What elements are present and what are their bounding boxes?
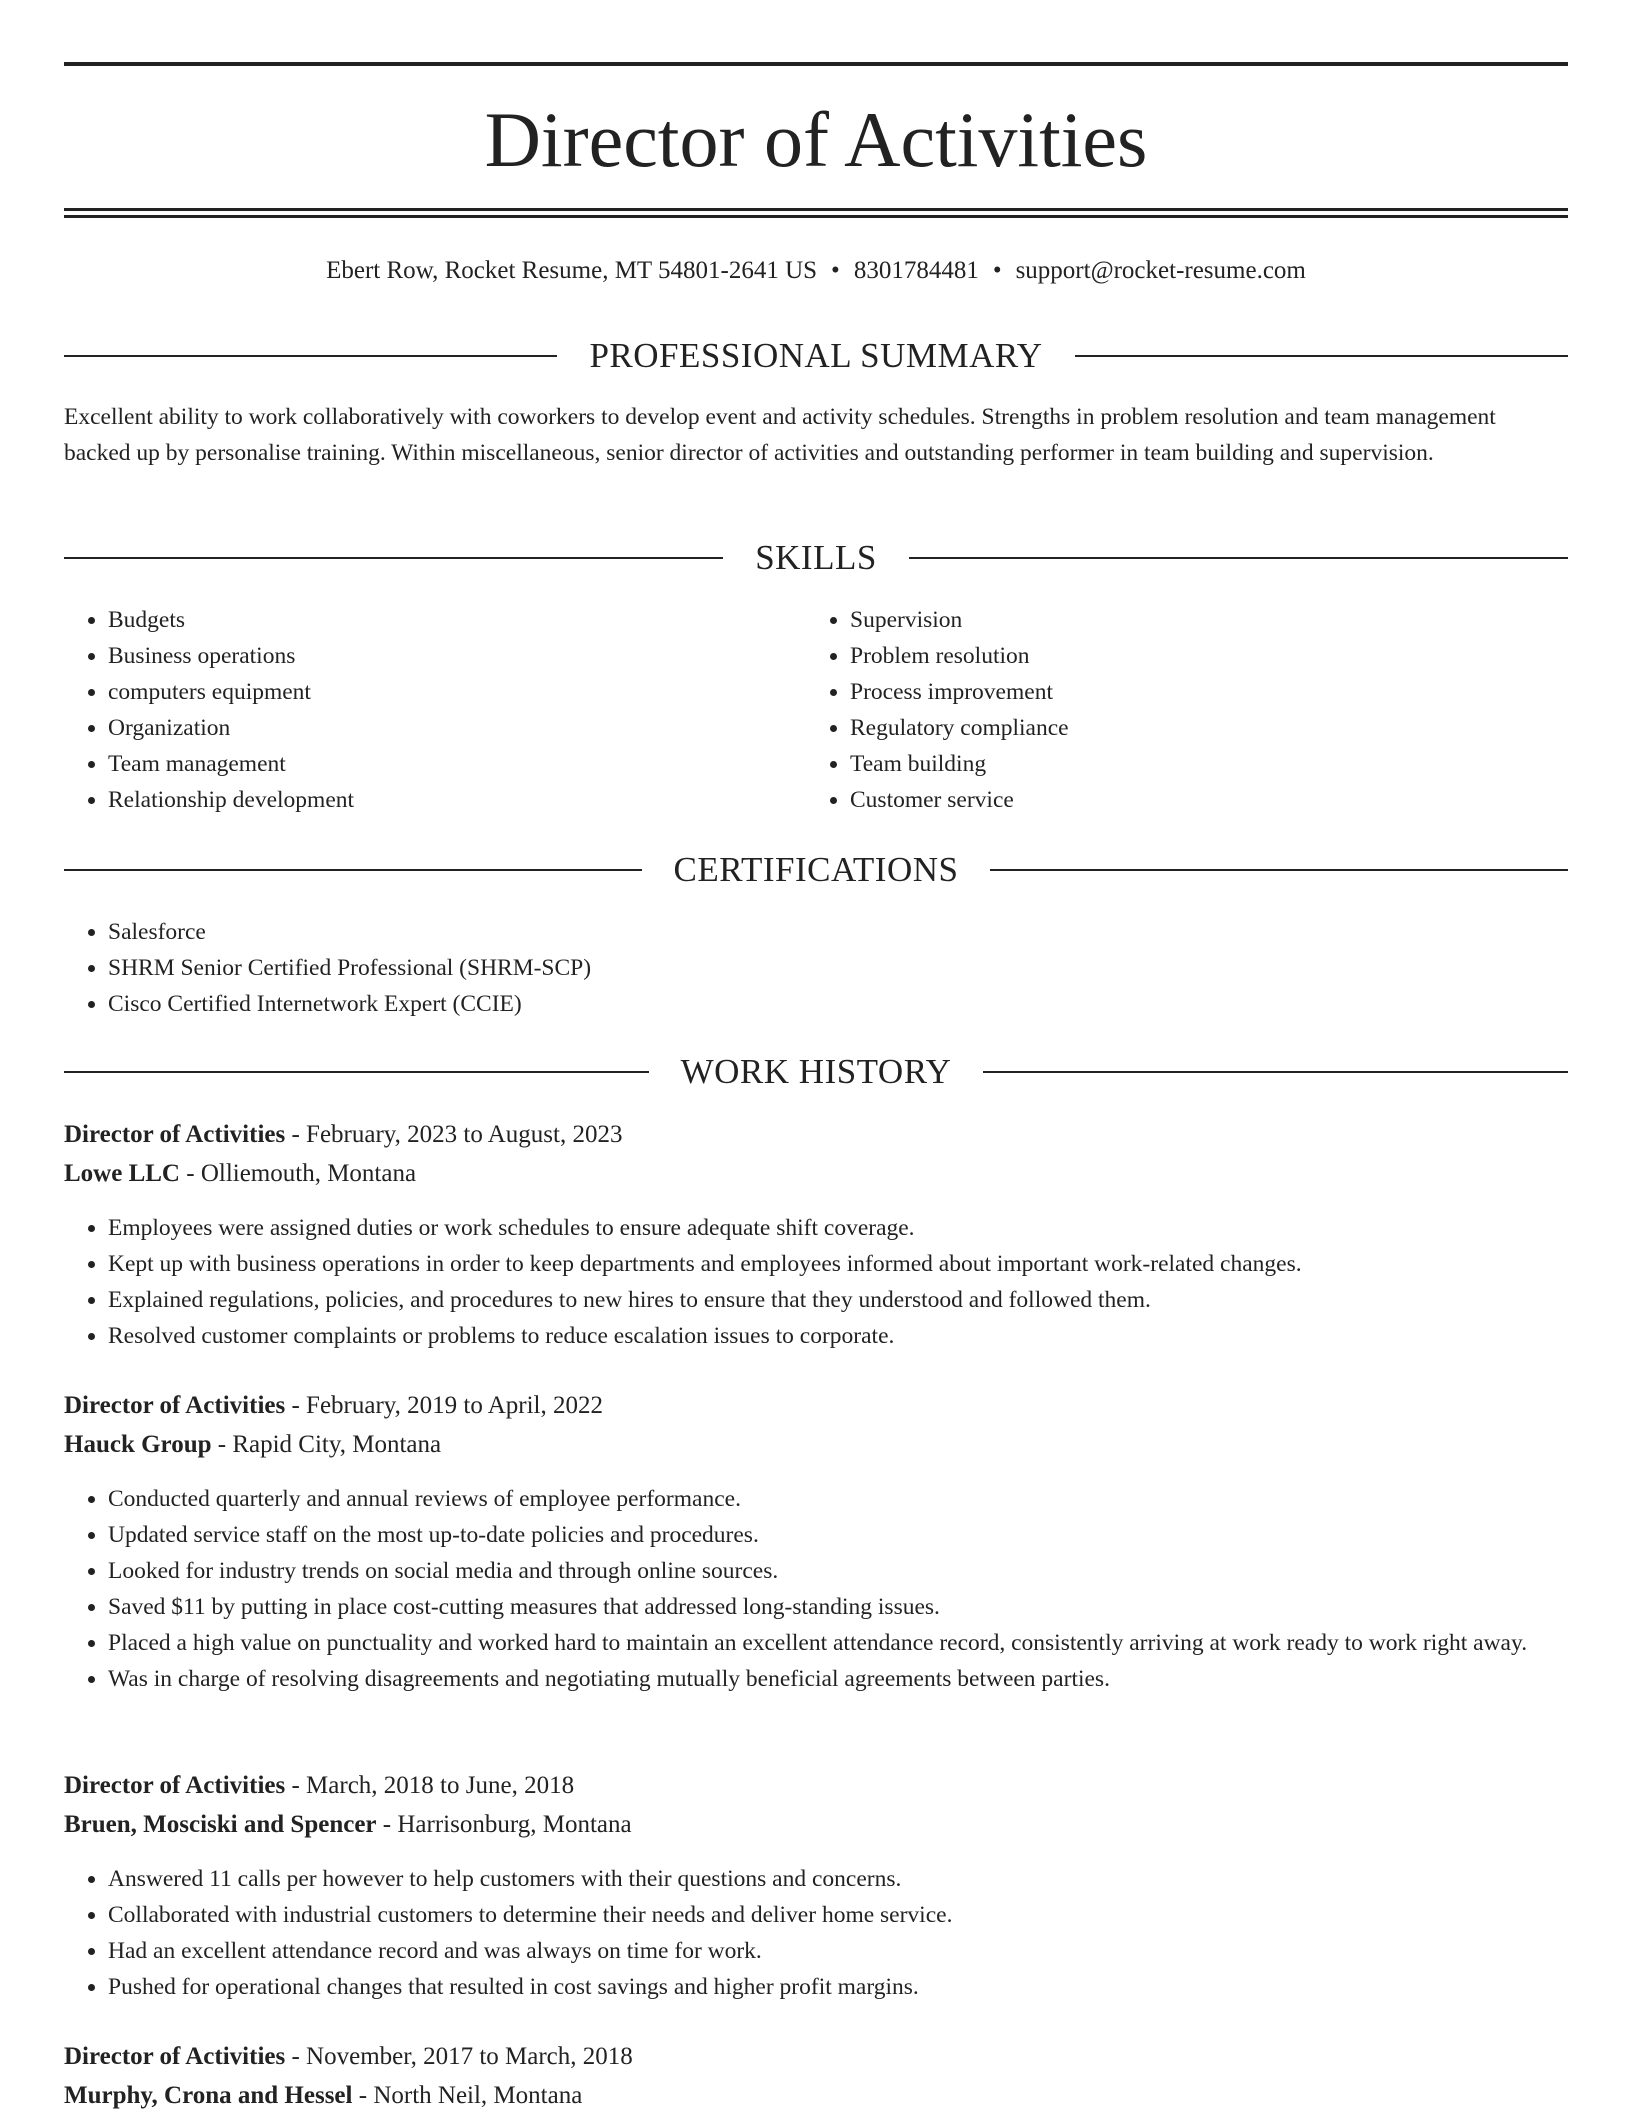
section-rule [983, 1071, 1568, 1073]
job-company-line [64, 2077, 1568, 2115]
job-title: Director of Activities [64, 1392, 286, 1419]
job-bullet: • Was in charge of resolving disagreements and negotiating mutually beneficial agreements between parties. [108, 1661, 1568, 1697]
section-header-skills [64, 536, 1568, 580]
title-rule-lower [64, 215, 1568, 218]
summary-text: Excellent ability to work collaboratively with coworkers to develop event and activity schedules. Strengths in problem resolution and team management backed up by personalise training. Within miscellaneous, senior director of activities and outstanding performer in team building and supervision. [64, 404, 1496, 466]
section-rule [990, 869, 1568, 871]
job-location: North Neil, Montana [373, 2082, 583, 2109]
job-bullet: • Explained regulations, policies, and procedures to new hires to ensure that they understood and followed them. [108, 1282, 1568, 1318]
section-title: PROFESSIONAL SUMMARY [589, 336, 1043, 375]
job-bullet: • Kept up with business operations in order to keep departments and employees informed about important work-related changes. [108, 1246, 1568, 1282]
job-bullet: • Answered 11 calls per however to help customers with their questions and concerns. [108, 1861, 1568, 1897]
certification-item: • Salesforce [108, 914, 1568, 950]
job-bullet: • Had an excellent attendance record and was always on time for work. [108, 1933, 1568, 1969]
job-bullets [64, 1861, 1568, 2005]
dash: - [291, 1772, 300, 1799]
certifications-list [64, 914, 1568, 1022]
job-company: Lowe LLC [64, 1160, 180, 1187]
skill-item: • Problem resolution [850, 638, 1550, 674]
skill-item: • Organization [108, 710, 808, 746]
skills-list-left [64, 602, 808, 818]
job-bullet: • Resolved customer complaints or problems to reduce escalation issues to corporate. [108, 1318, 1568, 1354]
section-header-certifications [64, 848, 1568, 892]
job-company: Hauck Group [64, 1431, 212, 1458]
resume-title: Director of Activities [484, 96, 1148, 183]
job-dates: March, 2018 to June, 2018 [306, 1772, 575, 1799]
section-rule [909, 557, 1568, 559]
section-rule [64, 355, 557, 357]
dash: - [291, 1121, 300, 1148]
job-dates: February, 2023 to August, 2023 [306, 1121, 623, 1148]
dash: - [186, 1160, 195, 1187]
certification-item: • SHRM Senior Certified Professional (SHRM-SCP) [108, 950, 1568, 986]
job-bullet: • Collaborated with industrial customers to determine their needs and deliver home service. [108, 1897, 1568, 1933]
job-company: Murphy, Crona and Hessel [64, 2082, 353, 2109]
job-bullets [64, 1481, 1568, 1697]
skill-item: • Team building [850, 746, 1550, 782]
skill-item: • Business operations [108, 638, 808, 674]
contact-separator: • [831, 257, 840, 284]
job-bullet: • Saved $11 by putting in place cost-cutting measures that addressed long-standing issues. [108, 1589, 1568, 1625]
job-bullet: • Conducted quarterly and annual reviews of employee performance. [108, 1481, 1568, 1517]
job-location: Rapid City, Montana [232, 1431, 442, 1458]
job-bullets [64, 1210, 1568, 1354]
job-title: Director of Activities [64, 1121, 286, 1148]
job-company-line [64, 1426, 1568, 1464]
dash: - [291, 2043, 300, 2070]
skill-item: • Supervision [850, 602, 1550, 638]
skill-item: • Regulatory compliance [850, 710, 1550, 746]
job-company-line [64, 1155, 1568, 1193]
job-title: Director of Activities [64, 1772, 286, 1799]
section-title: CERTIFICATIONS [673, 850, 959, 889]
dash: - [358, 2082, 368, 2109]
dash: - [291, 1392, 300, 1419]
job-bullet: • Employees were assigned duties or work schedules to ensure adequate shift coverage. [108, 1210, 1568, 1246]
section-header-summary [64, 334, 1568, 378]
top-rule [64, 62, 1568, 66]
section-rule [64, 1071, 649, 1073]
contact-separator: • [992, 257, 1002, 284]
job-bullet: • Updated service staff on the most up-to-date policies and procedures. [108, 1517, 1568, 1553]
section-rule [64, 557, 723, 559]
job-location: Olliemouth, Montana [200, 1160, 417, 1187]
skill-item: • Process improvement [850, 674, 1550, 710]
dash: - [382, 1811, 392, 1838]
skill-item: • Customer service [850, 782, 1550, 818]
section-title: WORK HISTORY [680, 1052, 952, 1091]
dash: - [217, 1431, 227, 1458]
job-dates: February, 2019 to April, 2022 [306, 1392, 604, 1419]
contact-address: Ebert Row, Rocket Resume, MT 54801-2641 US [326, 257, 818, 284]
certification-item: • Cisco Certified Internetwork Expert (CCIE) [108, 986, 1568, 1022]
contact-phone: 8301784481 [853, 257, 979, 284]
job-bullet: • Looked for industry trends on social media and through online sources. [108, 1553, 1568, 1589]
skill-item: • computers equipment [108, 674, 808, 710]
section-rule [1075, 355, 1568, 357]
job-company-line [64, 1806, 1568, 1844]
job-title: Director of Activities [64, 2043, 286, 2070]
contact-email: support@rocket-resume.com [1015, 257, 1306, 284]
job-title-line [64, 2038, 1568, 2076]
job-title-line [64, 1116, 1568, 1154]
job-bullet: • Pushed for operational changes that resulted in cost savings and higher profit margins. [108, 1969, 1568, 2005]
job-location: Harrisonburg, Montana [397, 1811, 632, 1838]
job-title-line [64, 1767, 1568, 1805]
job-bullet: • Placed a high value on punctuality and worked hard to maintain an excellent attendance record, consistently arriving at work ready to work right away. [108, 1625, 1568, 1661]
section-header-work-history [64, 1050, 1568, 1094]
job-dates: November, 2017 to March, 2018 [306, 2043, 633, 2070]
skill-item: • Budgets [108, 602, 808, 638]
section-title: SKILLS [755, 538, 877, 577]
section-rule [64, 869, 642, 871]
skill-item: • Team management [108, 746, 808, 782]
contact-line [64, 254, 1568, 288]
job-company: Bruen, Mosciski and Spencer [64, 1811, 377, 1838]
job-title-line [64, 1387, 1568, 1425]
title-rule-upper [64, 208, 1568, 211]
skill-item: • Relationship development [108, 782, 808, 818]
skills-list-right [806, 602, 1550, 818]
